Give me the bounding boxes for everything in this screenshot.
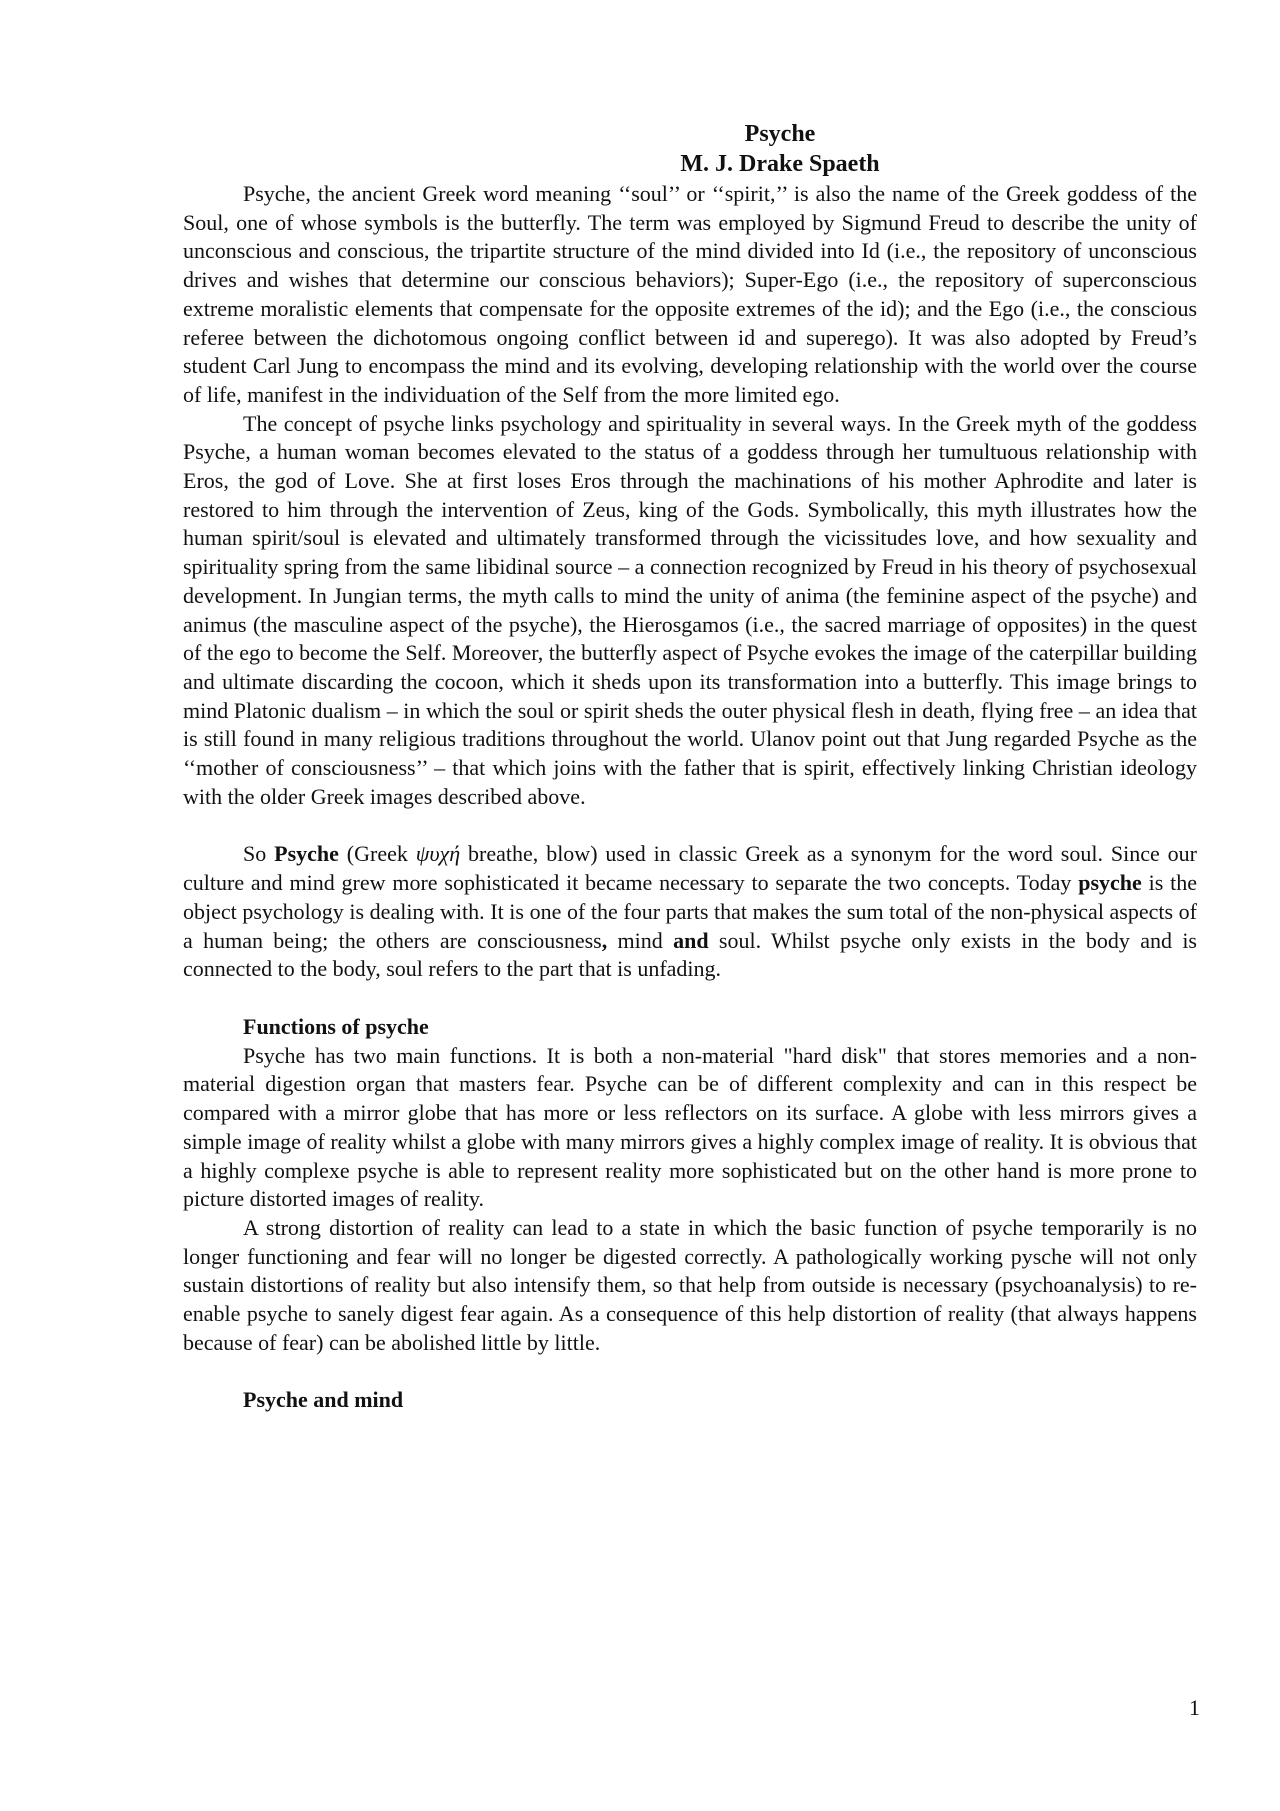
greek-word: ψυχή (415, 841, 461, 867)
paragraph-intro: Psyche, the ancient Greek word meaning ‘‘soul’’ or ‘‘spirit,’’ is also the name of the Greek goddess of the Soul, one of whose symbols is the butterfly. The term was employed by Sigmund Freud to describe the unity of unconscious and conscious, the tripartite structure of the mind divided into Id (i.e., the repository of unconscious drives and wishes that determine our conscious behaviors); Super-Ego (i.e., the repository of superconscious extreme moralistic elements that compensate for the opposite extremes of the id); and the Ego (i.e., the conscious referee between the dichotomous ongoing conflict between id and superego). It was also adopted by Freud’s student Carl Jung to encompass the mind and its evolving, developing relationship with the world over the course of life, manifest in the individuation of the Self from the more limited ego. (183, 181, 1197, 407)
page-number: 1 (1189, 1695, 1200, 1720)
text-run: soul. Whilst psyche only exists in the body and is connected to the body, soul refers to the part that is unfading. (183, 927, 1197, 982)
bold-term-psyche-lower: psyche (1078, 870, 1142, 896)
text-run: (Greek (338, 841, 416, 867)
paragraph-greek-origin (183, 840, 1197, 984)
text-run: So (243, 841, 275, 867)
bold-term-psyche: Psyche (274, 841, 339, 867)
text-run: is the object psychology is dealing with. It is one of the four parts that makes the sum total of the non-physical aspects of a human being; the others are consciousness (183, 870, 1197, 953)
paragraph-functions: Psyche has two main functions. It is both a non-material "hard disk" that stores memories and a non-material digestion organ that masters fear. Psyche can be of different complexity and can in this respect be compared with a mirror globe that has more or less reflectors on its surface. A globe with less mirrors gives a simple image of reality whilst a globe with many mirrors gives a highly complex image of reality. It is obvious that a highly complexe psyche is able to represent reality more sophisticated but on the other hand is more prone to picture distorted images of reality. (183, 1042, 1197, 1212)
document-author: M. J. Drake Spaeth (680, 151, 880, 177)
heading-functions: Functions of psyche (243, 1013, 429, 1039)
paragraph-concept: The concept of psyche links psychology and spirituality in several ways. In the Greek myth of the goddess Psyche, a human woman becomes elevated to the status of a goddess through her tumultuous relationship with Eros, the god of Love. She at first loses Eros through the machinations of his mother Aphrodite and later is restored to him through the intervention of Zeus, king of the Gods. Symbolically, this myth illustrates how the human spirit/soul is elevated and ultimately transformed through the vicissitudes love, and how sexuality and spirituality spring from the same libidinal source – a connection recognized by Freud in his theory of psychosexual development. In Jungian terms, the myth calls to mind the unity of anima (the feminine aspect of the psyche) and animus (the masculine aspect of the psyche), the Hierosgamos (i.e., the sacred marriage of opposites) in the quest of the ego to become the Self. Moreover, the butterfly aspect of Psyche evokes the image of the caterpillar building and ultimate discarding the cocoon, which it sheds upon its transformation into a butterfly. This image brings to mind Platonic dualism – in which the soul or spirit sheds the outer physical flesh in death, flying free – an idea that is still found in many religious traditions throughout the world. Ulanov point out that Jung regarded Psyche as the ‘‘mother of consciousness’’ – that which joins with the father that is spirit, effectively linking Christian ideology with the older Greek images described above. (183, 410, 1197, 809)
paragraph-distortion: A strong distortion of reality can lead to a state in which the basic function of psyche temporarily is no longer functioning and fear will no longer be digested correctly. A pathologically working pysche will not only sustain distortions of reality but also intensify them, so that help from outside is necessary (psychoanalysis) to re-enable psyche to sanely digest fear again. As a consequence of this help distortion of reality (that always happens because of fear) can be abolished little by little. (183, 1214, 1197, 1355)
bold-comma: , (601, 927, 608, 953)
document-title: Psyche (744, 121, 816, 147)
text-run: mind (607, 927, 674, 953)
heading-psyche-mind: Psyche and mind (243, 1387, 404, 1413)
document-body (183, 120, 1197, 1415)
text-run: breathe, blow) used in classic Greek as a synonym for the word soul. Since our culture and mind grew more sophisticated it became necessary to separate the two concepts. Today (183, 841, 1197, 896)
bold-and: and (673, 927, 709, 953)
